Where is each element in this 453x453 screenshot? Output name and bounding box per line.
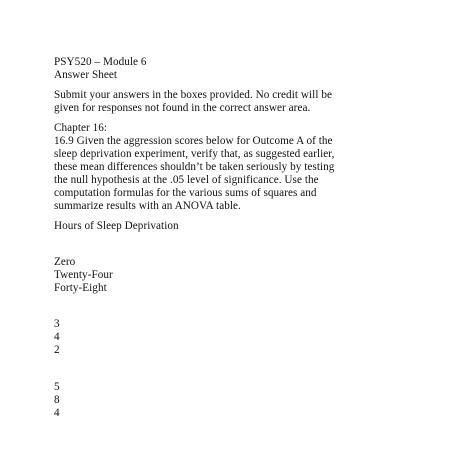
chapter-label: Chapter 16: [54, 122, 108, 134]
score-value: 8 [54, 394, 60, 406]
score-value: 2 [54, 344, 60, 356]
course-title: PSY520 – Module 6 [54, 56, 147, 68]
score-value: 5 [54, 381, 60, 393]
table-heading: Hours of Sleep Deprivation [54, 220, 179, 232]
instructions-line-2: given for responses not found in the correct answer area. [54, 102, 311, 114]
question-line: computation formulas for the various sums of squares and [54, 187, 317, 199]
score-value: 4 [54, 331, 60, 343]
group-label: Twenty-Four [54, 269, 113, 281]
question-line: the null hypothesis at the .05 level of significance. Use the [54, 174, 319, 186]
score-value: 4 [54, 407, 60, 419]
question-line: 16.9 Given the aggression scores below for Outcome A of the [54, 135, 333, 147]
question-line: sleep deprivation experiment, verify that, as suggested earlier, [54, 148, 335, 160]
group-label: Forty-Eight [54, 282, 107, 294]
score-value: 3 [54, 318, 60, 330]
instructions-line-1: Submit your answers in the boxes provided. No credit will be [54, 89, 332, 101]
question-line: these mean differences shouldn’t be taken seriously by testing [54, 161, 335, 173]
question-line: summarize results with an ANOVA table. [54, 200, 241, 212]
answer-sheet-title: Answer Sheet [54, 69, 118, 81]
group-label: Zero [54, 256, 76, 268]
